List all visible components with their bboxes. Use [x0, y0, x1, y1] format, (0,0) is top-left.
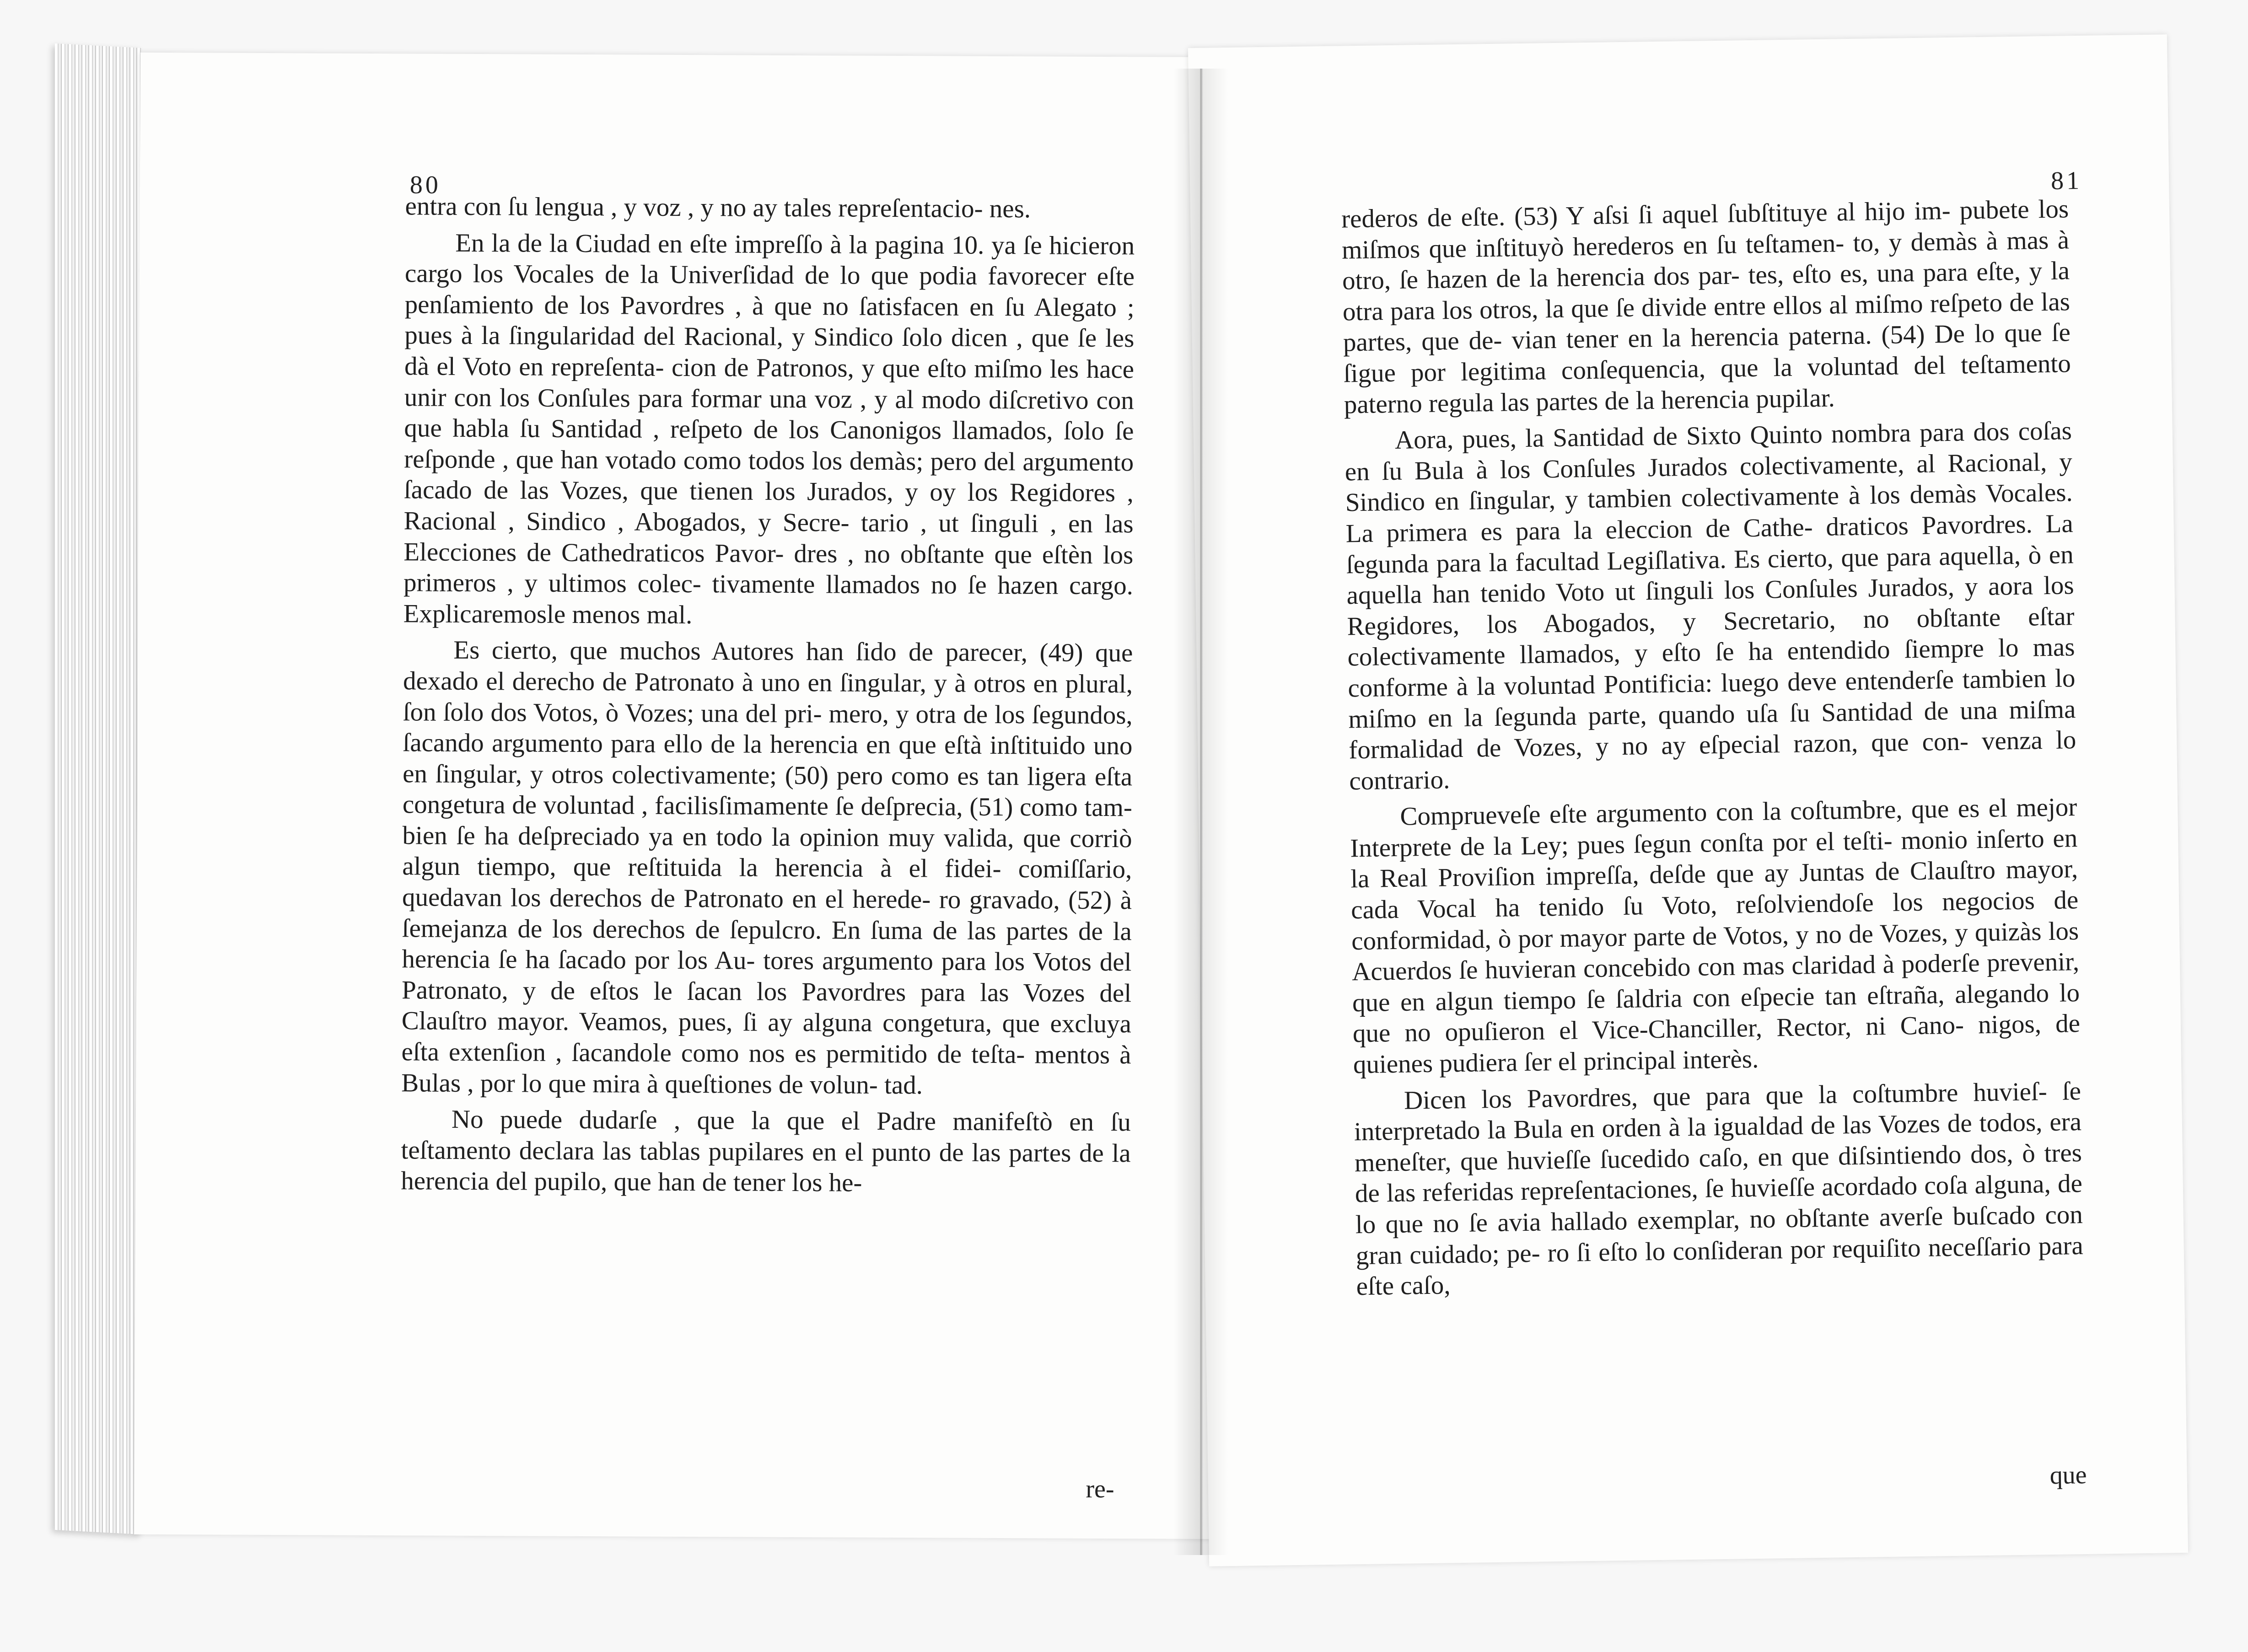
paragraph: Aora, pues, la Santidad de Sixto Quinto nombra para dos coſas en ſu Bula à los Conſules Jurados colectivamente, al Racional, y Sindico en ſingular, y tambien colectivamente à los demàs Vocales. La primera es para la eleccion de Cathe- draticos Pavordres. La ſegunda para la facultad Legiſlativa. Es cierto, que para aquella, ò en aquella han tenido Voto ut ſinguli los Conſules Jurados, y aora los Regidores, los Abogados, y Secretario, no obſtante eſtar colectivamente llamados, y eſto ſe ha entendido ſiempre lo mas conforme à la voluntad Pontificia: luego deve entenderſe tambien lo miſmo en la ſegunda parte, quando uſa ſu Santidad de una miſma formalidad de Vozes, y no ay eſpecial razon, que con- venza lo contrario. — [1344, 416, 2076, 796]
right-page — [1188, 34, 2188, 1566]
catchword: que — [2049, 1460, 2087, 1490]
page-edges — [55, 43, 142, 1534]
paragraph: entra con ſu lengua , y voz , y no ay tales repreſentacio- nes. — [405, 192, 1031, 224]
text-column — [1341, 193, 2084, 1302]
open-book — [55, 41, 2214, 1555]
page-number: 81 — [2050, 166, 2082, 195]
paragraph: En la de la Ciudad en eſte impreſſo à la pagina 10. ya ſe hicieron cargo los Vocales de la Univerſidad de lo que podia favorecer eſte penſamiento de los Pavordres , à que no ſatisfacen en ſu Alegato ; pues à la ſingularidad del Racional, y Sindico ſolo dicen , que ſe les dà el Voto en repreſenta- cion de Patronos, y que eſto miſmo les hace unir con los Conſules para formar una voz , y al modo diſcretivo con que habla ſu Santidad , reſpeto de los Canonigos llamados, ſolo ſe reſponde , que han votado como todos los demàs; pero del argumento ſacado de las Vozes, que tienen los Jurados, y oy los Regidores , Racional , Sindico , Abogados, y Secre- tario , ut ſinguli , en las Elecciones de Cathedraticos Pavor- dres , no obſtante que eſtèn los primeros , y ultimos colec- tivamente llamados no ſe hazen cargo. Explicaremosle menos mal. — [403, 228, 1135, 629]
paragraph: Es cierto, que muchos Autores han ſido de parecer, (49) que dexado el derecho de Patronato à uno en ſingular, y à otros en plural, ſon ſolo dos Votos, ò Vozes; una del pri- mero, y otra de los ſegundos, ſacando argumento para ello de la herencia en que eſtà inſtituido uno en ſingular, y otros colectivamente; (50) pero como es tan ligera eſta congetura de voluntad , facilisſimamente ſe deſprecia, (51) como tam- bien ſe ha deſpreciado ya en todo la opinion muy valida, que corriò algun tiempo, que reſtituida la herencia à el fidei- comiſſario, quedavan los derechos de Patronato en el herede- ro gravado, (52) à ſemejanza de los derechos de ſepulcro. En ſuma de las partes de la herencia ſe ha ſacado por los Au- tores argumento para los Votos del Patronato, y de eſtos le ſacan los Pavordres para las Vozes del Clauſtro mayor. Veamos, pues, ſi ay alguna congetura, que excluya eſta extenſion , ſacandole como nos es permitido de teſta- mentos à Bulas , por lo que mira à queſtiones de volun- tad. — [401, 636, 1133, 1100]
paragraph: Dicen los Pavordres, que para que la coſtumbre huvieſ- ſe interpretado la Bula en orden à la igualdad de las Vozes de todos, era meneſter, que huvieſſe ſucedido caſo, en que diſsintiendo dos, ò tres de las referidas repreſentaciones, ſe huvieſſe acordado coſa alguna, de lo que no ſe avia hallado exemplar, no obſtante averſe buſcado con gran cuidado; pe- ro ſi eſto lo conſideran por requiſito neceſſario para eſte caſo, — [1354, 1076, 2084, 1301]
left-page — [134, 53, 1238, 1539]
paragraph: rederos de eſte. (53) Y aſsi ſi aquel ſubſtituye al hijo im- pubete los miſmos que inſtituyò herederos en ſu teſtamen- to, y demàs à mas à otro, ſe hazen de la herencia dos par- tes, eſto es, una para eſte, y la otra para los otros, la que ſe divide entre ellos al miſmo reſpeto de las partes, que de- vian tener en la herencia paterna. (54) De lo que ſe ſigue por legitima conſequencia, que la voluntad del teſtamento paterno regula las partes de la herencia pupilar. — [1341, 194, 2071, 419]
book-gutter — [1173, 69, 1228, 1555]
paragraph: No puede dudarſe , que la que el Padre manifeſtò en ſu teſtamento declara las tablas pupilares en el punto de las partes de la herencia del pupilo, que han de tener los he- — [401, 1105, 1131, 1198]
page-number: 80 — [409, 171, 441, 199]
catchword: re- — [1086, 1475, 1114, 1504]
text-column — [401, 191, 1135, 1200]
paragraph: Comprueveſe eſte argumento con la coſtumbre, que es el mejor Interprete de la Ley; pues ſegun conſta por el teſti- monio inſerto en la Real Proviſion impreſſa, deſde que ay Juntas de Clauſtro mayor, cada Vocal ha tenido ſu Voto, reſolviendoſe los negocios de conformidad, ò por mayor parte de Votos, y no de Vozes, y quizàs los Acuerdos ſe huvieran concebido con mas claridad à poderſe prevenir, que en algun tiempo ſe ſaldria con eſpecie tan eſtraña, alegando lo que no opuſieron el Vice-Chanciller, Rector, ni Cano- nigos, de quienes pudiera ſer el principal interès. — [1350, 793, 2081, 1079]
